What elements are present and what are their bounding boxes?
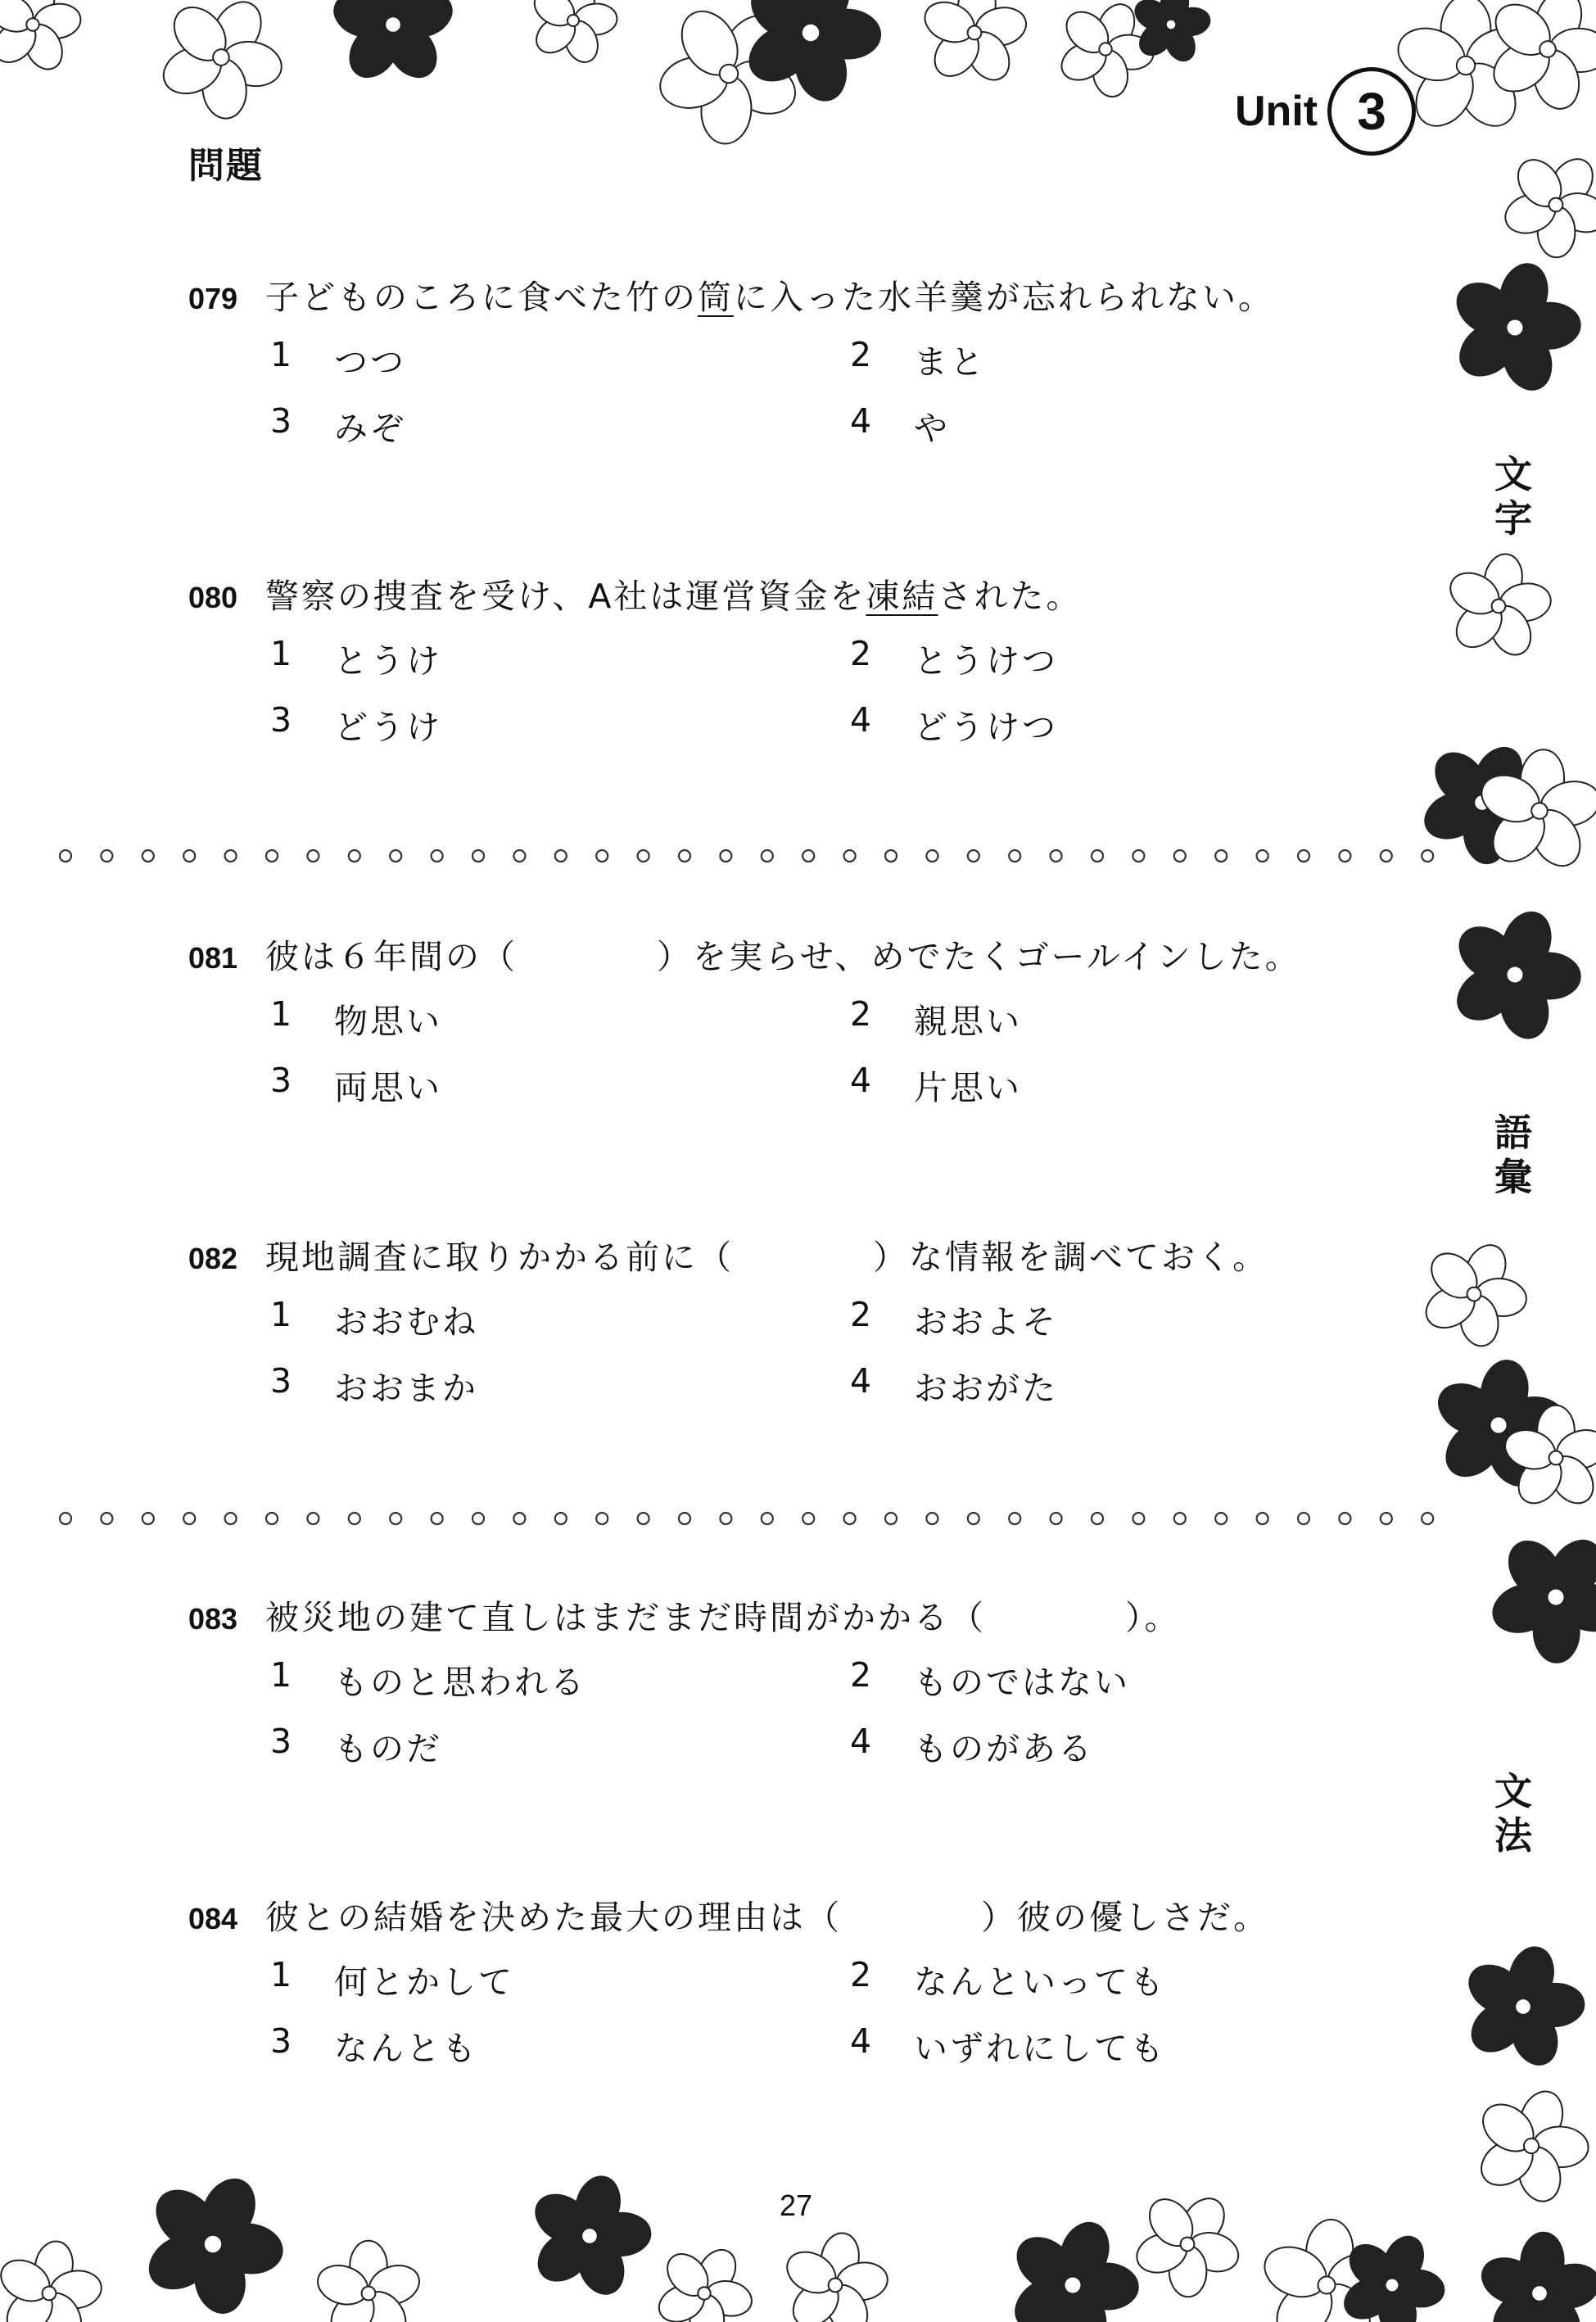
divider-dot (307, 850, 319, 862)
answer-option[interactable]: 3 両思い (270, 1061, 442, 1107)
section-divider (56, 1509, 1448, 1528)
question-079 (188, 270, 1449, 450)
divider-dot (432, 850, 443, 862)
divider-dot (1133, 1513, 1144, 1524)
divider-dot (1381, 1513, 1392, 1524)
divider-dot (60, 850, 71, 862)
divider-dot (101, 850, 112, 862)
unit-badge (1235, 67, 1416, 156)
divider-dot (472, 850, 484, 862)
answer-option[interactable]: 1 物思い (270, 994, 442, 1041)
divider-dot (390, 850, 401, 862)
question-stem: 彼との結婚を決めた最大の理由は（ ）彼の優しさだ。 (265, 1898, 1269, 1937)
divider-dot (513, 1513, 525, 1524)
answer-option[interactable]: 1 つつ (270, 335, 406, 382)
answer-option[interactable]: 3 どうけ (270, 700, 442, 747)
answer-option[interactable]: 2 なんといっても (850, 1955, 1166, 2002)
question-number: 083 (188, 1602, 238, 1636)
divider-dot (1215, 1513, 1227, 1524)
divider-dot (60, 1513, 71, 1524)
divider-dot (1174, 850, 1186, 862)
divider-dot (142, 850, 154, 862)
divider-dot (638, 850, 649, 862)
flower-dark-icon (1469, 2226, 1596, 2322)
answer-option[interactable]: 2 ものではない (850, 1655, 1130, 1702)
answer-option[interactable]: 4 どうけつ (850, 700, 1058, 747)
divider-dot (266, 1513, 278, 1524)
divider-dot (183, 850, 195, 862)
divider-dot (1009, 1513, 1020, 1524)
divider-dot (432, 1513, 443, 1524)
divider-dot (1051, 1513, 1062, 1524)
divider-dot (885, 1513, 897, 1524)
divider-dot (555, 1513, 567, 1524)
flower-dark-icon (1426, 889, 1596, 1061)
divider-dot (225, 1513, 237, 1524)
question-number: 084 (188, 1902, 238, 1935)
divider-dot (885, 850, 897, 862)
section-heading: 問題 (188, 145, 264, 187)
question-082 (188, 1230, 1449, 1410)
flower-outline-icon (1454, 2071, 1596, 2220)
question-083 (188, 1591, 1449, 1770)
flower-outline-icon (1480, 129, 1596, 280)
divider-dot (225, 850, 237, 862)
divider-dot (1339, 850, 1350, 862)
divider-dot (390, 1513, 401, 1524)
answer-option[interactable]: 1 ものと思われる (270, 1655, 586, 1702)
flower-outline-icon (133, 0, 308, 144)
divider-dot (1051, 850, 1062, 862)
divider-dot (1092, 1513, 1103, 1524)
flower-dark-icon (1431, 246, 1596, 410)
divider-dot (1257, 1513, 1268, 1524)
divider-dot (720, 850, 731, 862)
divider-dot (1339, 1513, 1350, 1524)
target-word: 凍結 (866, 577, 938, 616)
divider-dot (844, 1513, 856, 1524)
flower-dark-icon (1460, 1503, 1596, 1691)
answer-option[interactable]: 3 みぞ (270, 401, 406, 448)
answer-option[interactable]: 1 おおむね (270, 1295, 478, 1342)
flower-dark-icon (1445, 1930, 1596, 2084)
side-label-moji: 文字 (1489, 452, 1538, 541)
divider-dot (513, 850, 525, 862)
divider-dot (762, 1513, 773, 1524)
divider-dot (183, 1513, 195, 1524)
divider-dot (596, 850, 608, 862)
divider-dot (968, 850, 979, 862)
divider-dot (142, 1513, 154, 1524)
answer-option[interactable]: 4 おおがた (850, 1361, 1058, 1408)
divider-dot (1174, 1513, 1186, 1524)
flower-outline-icon (0, 0, 92, 82)
answer-option[interactable]: 4 や (850, 401, 950, 448)
question-stem: 被災地の建て直しはまだまだ時間がかかる（ ）。 (265, 1598, 1181, 1637)
divider-dot (679, 1513, 690, 1524)
question-084 (188, 1890, 1449, 2070)
question-080 (188, 569, 1449, 749)
divider-dot (266, 850, 278, 862)
answer-option[interactable]: 2 親思い (850, 994, 1022, 1041)
unit-number: 3 (1327, 67, 1416, 156)
answer-option[interactable]: 2 とうけつ (850, 634, 1058, 681)
answer-option[interactable]: 1 とうけ (270, 634, 442, 681)
divider-dot (555, 850, 567, 862)
divider-dot (762, 850, 773, 862)
question-stem: 警察の捜査を受け、A社は運営資金を凍結された。 (265, 577, 1083, 616)
divider-dot (596, 1513, 608, 1524)
answer-option[interactable]: 3 ものだ (270, 1722, 442, 1768)
divider-dot (1092, 850, 1103, 862)
flower-dark-icon (328, 0, 459, 87)
divider-dot (349, 1513, 360, 1524)
divider-dot (1298, 850, 1309, 862)
flower-outline-icon (313, 2241, 424, 2322)
divider-dot (679, 850, 690, 862)
flower-outline-icon (914, 0, 1034, 91)
flower-outline-icon (0, 2232, 113, 2322)
divider-dot (968, 1513, 979, 1524)
question-number: 082 (188, 1242, 238, 1275)
question-stem: 彼は６年間の（ ）を実らせ、めでたくゴールインした。 (265, 937, 1301, 976)
question-081 (188, 930, 1449, 1109)
page-number: 27 (775, 2188, 817, 2223)
answer-option[interactable]: 1 何とかして (270, 1955, 514, 2002)
unit-label: Unit (1235, 88, 1318, 135)
divider-dot (101, 1513, 112, 1524)
divider-dot (1215, 850, 1227, 862)
flower-dark-icon (115, 2149, 310, 2322)
divider-dot (472, 1513, 484, 1524)
flower-dark-icon (511, 2160, 669, 2313)
section-divider (56, 846, 1448, 866)
divider-dot (1422, 850, 1433, 862)
divider-dot (803, 850, 814, 862)
answer-option[interactable]: 4 いずれにしても (850, 2021, 1166, 2068)
question-stem: 現地調査に取りかかる前に（ ）な情報を調べておく。 (265, 1238, 1269, 1277)
divider-dot (1133, 850, 1144, 862)
divider-dot (307, 1513, 319, 1524)
divider-dot (720, 1513, 731, 1524)
answer-option[interactable]: 3 おおまか (270, 1361, 478, 1408)
divider-dot (1257, 850, 1268, 862)
answer-option[interactable]: 4 片思い (850, 1061, 1022, 1107)
question-number: 081 (188, 941, 238, 975)
question-number: 080 (188, 581, 238, 614)
answer-option[interactable]: 2 おおよそ (850, 1295, 1058, 1342)
divider-dot (926, 850, 938, 862)
divider-dot (926, 1513, 938, 1524)
answer-option[interactable]: 2 まと (850, 335, 986, 382)
divider-dot (638, 1513, 649, 1524)
flower-dark-icon (984, 2199, 1160, 2322)
divider-dot (1422, 1513, 1433, 1524)
divider-dot (844, 850, 856, 862)
answer-option[interactable]: 3 なんとも (270, 2021, 478, 2068)
answer-option[interactable]: 4 ものがある (850, 1722, 1094, 1768)
question-stem: 子どものころに食べた竹の筒に入った水羊羹が忘れられない。 (265, 278, 1274, 317)
divider-dot (1381, 850, 1392, 862)
divider-dot (803, 1513, 814, 1524)
divider-dot (1298, 1513, 1309, 1524)
divider-dot (349, 850, 360, 862)
question-number: 079 (188, 282, 238, 315)
flower-outline-icon (635, 2226, 773, 2322)
flower-outline-icon (517, 0, 630, 75)
target-word: 筒 (698, 278, 734, 317)
side-label-bunpo: 文法 (1489, 1769, 1538, 1858)
flower-outline-icon (1435, 545, 1563, 668)
side-label-goi: 語彙 (1489, 1111, 1538, 1199)
divider-dot (1009, 850, 1020, 862)
flower-outline-icon (771, 2224, 900, 2322)
